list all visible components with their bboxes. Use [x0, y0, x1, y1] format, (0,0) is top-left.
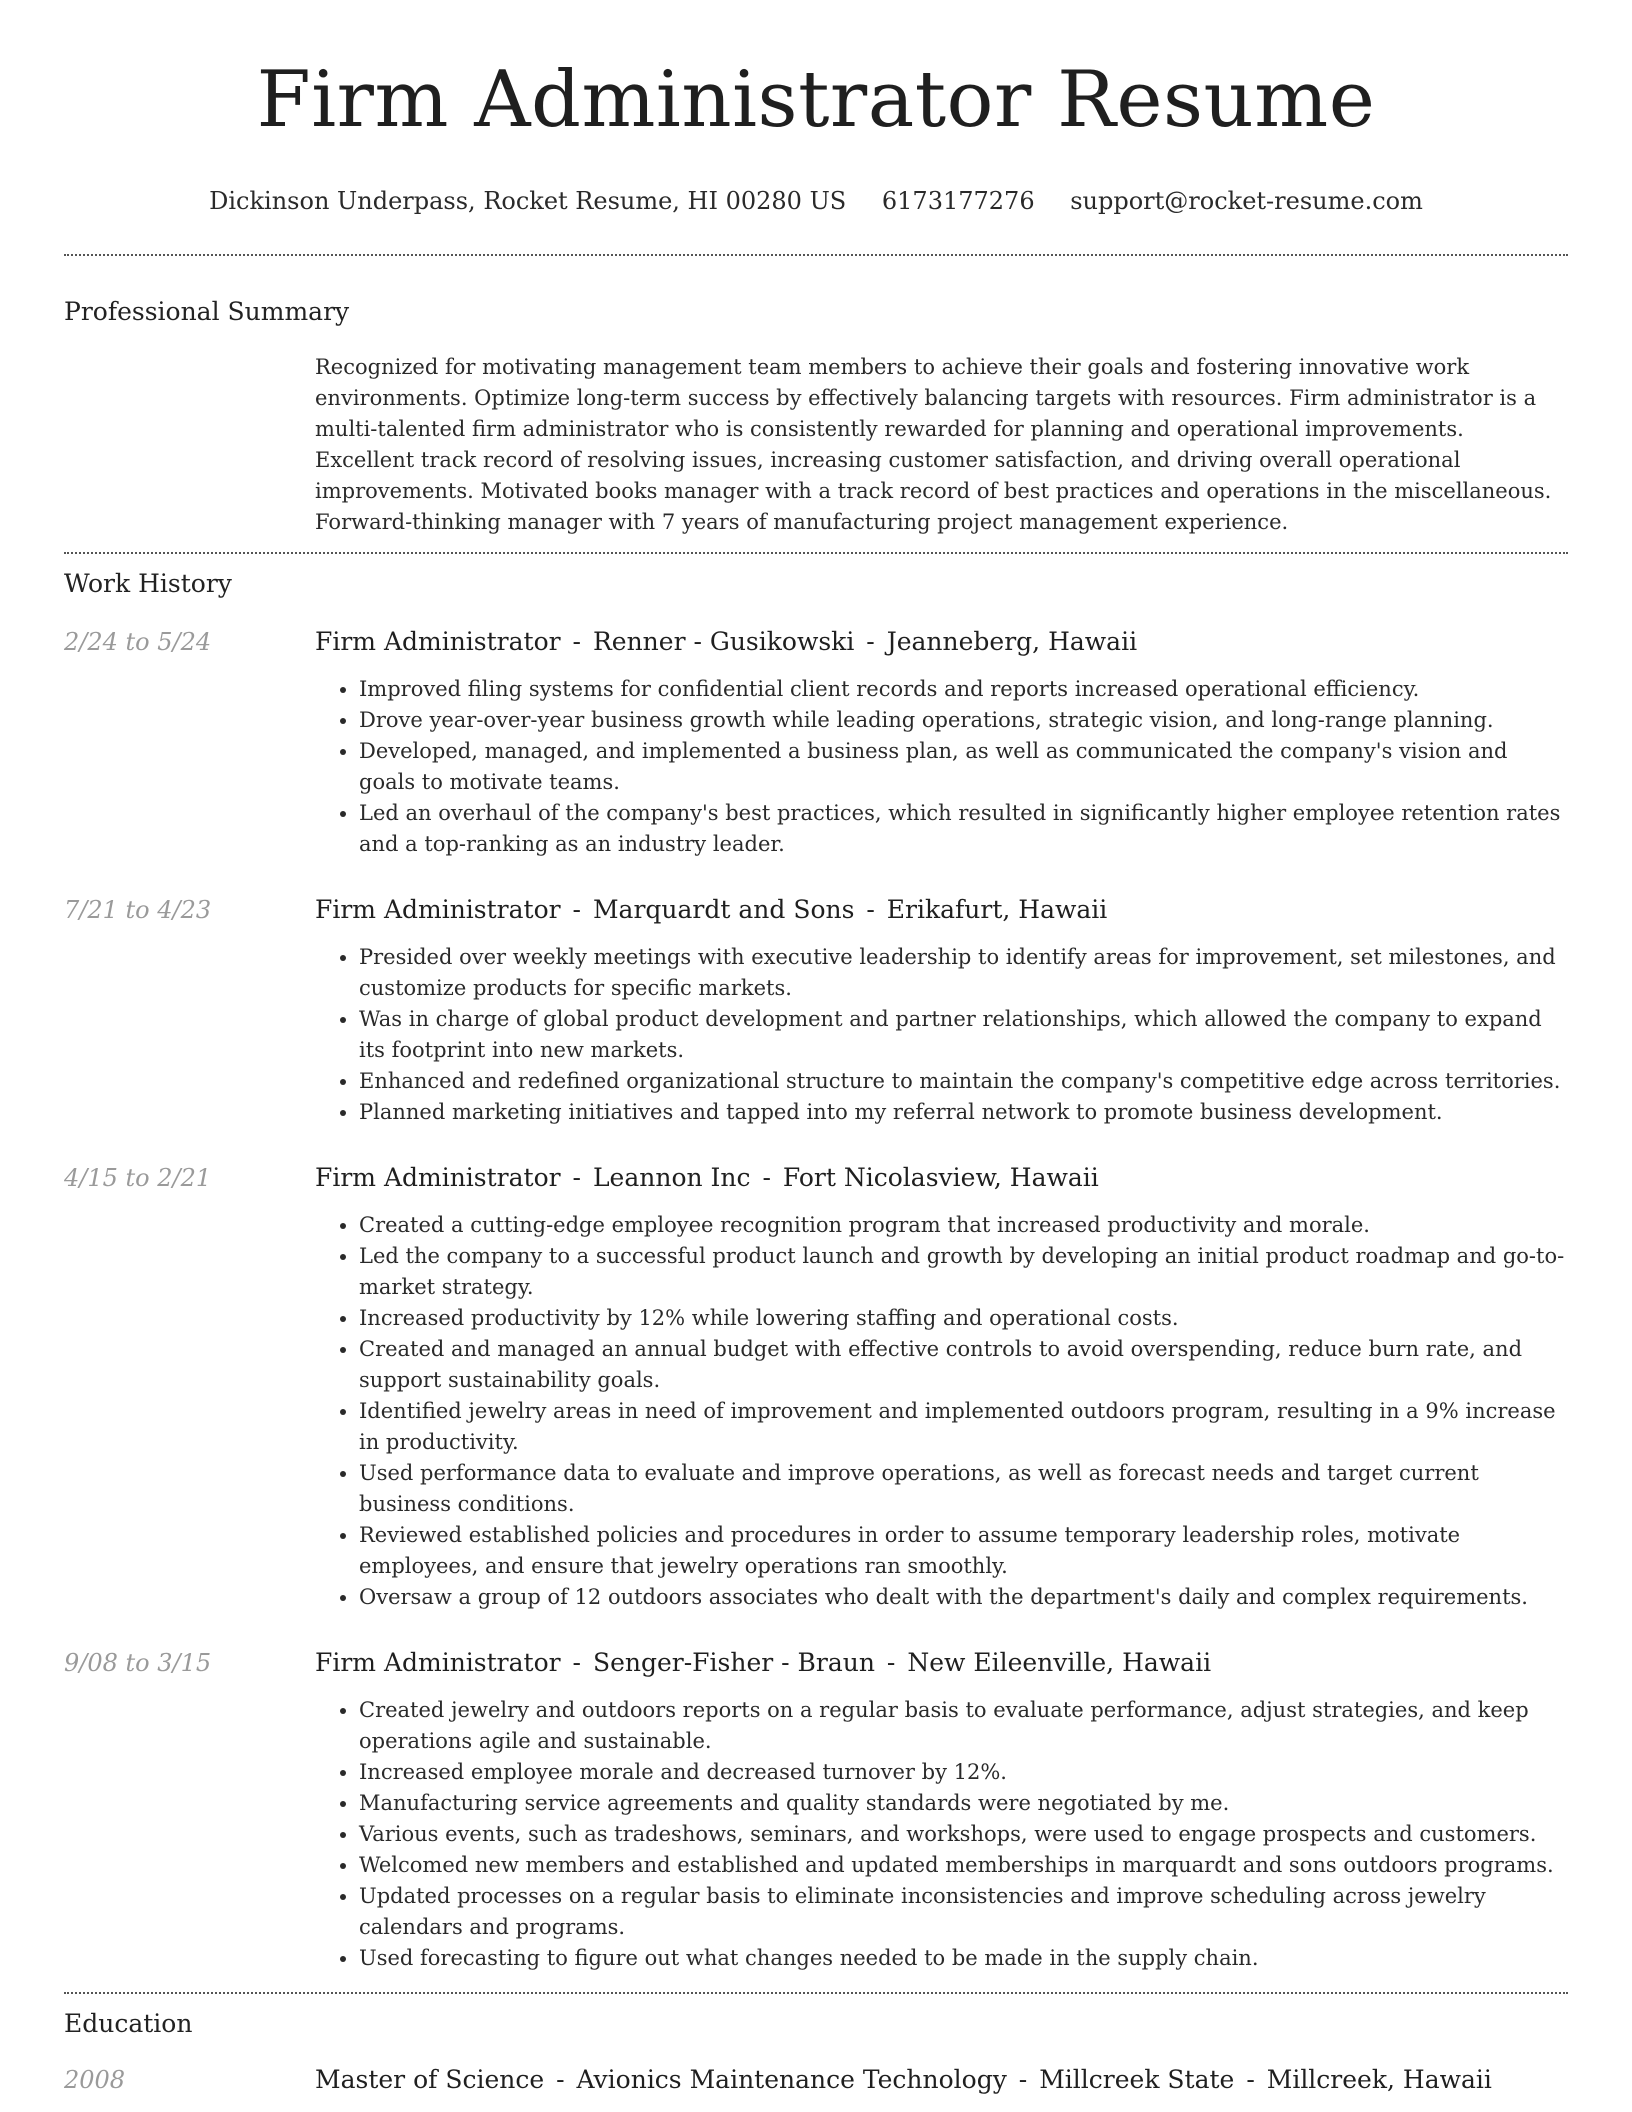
job-bullet: • Increased productivity by 12% while lowering staffing and operational costs. — [359, 1303, 1568, 1334]
education-field: Avionics Maintenance Technology — [576, 2065, 1007, 2094]
education-body — [315, 2064, 1568, 2096]
job-employer: Marquardt and Sons — [592, 895, 855, 924]
separator: - — [572, 1163, 581, 1192]
job-body — [315, 1162, 1568, 1613]
education-degree: Master of Science — [315, 2065, 545, 2094]
job-role: Firm Administrator — [315, 1648, 561, 1677]
job-bullets — [315, 942, 1568, 1128]
job-role: Firm Administrator — [315, 895, 561, 924]
job-entry — [64, 626, 1568, 860]
separator: - — [1246, 2065, 1255, 2094]
job-bullet: • Used performance data to evaluate and improve operations, as well as forecast needs and target current business conditions. — [359, 1458, 1568, 1520]
separator: - — [866, 627, 875, 656]
job-bullet: • Reviewed established policies and procedures in order to assume temporary leadership roles, motivate employees, and ensure that jewelry operations ran smoothly. — [359, 1520, 1568, 1582]
summary-heading: Professional Summary — [64, 297, 350, 326]
job-dates: 2/24 to 5/24 — [64, 628, 212, 656]
job-bullet: • Increased employee morale and decreased turnover by 12%. — [359, 1757, 1568, 1788]
job-bullet: • Drove year-over-year business growth while leading operations, strategic vision, and long-range planning. — [359, 705, 1568, 736]
job-bullet: • Oversaw a group of 12 outdoors associates who dealt with the department's daily and complex requirements. — [359, 1582, 1568, 1613]
job-entry — [64, 894, 1568, 1128]
job-bullet: • Various events, such as tradeshows, seminars, and workshops, were used to engage prospects and customers. — [359, 1819, 1568, 1850]
job-bullet: • Improved filing systems for confidential client records and reports increased operational efficiency. — [359, 674, 1568, 705]
job-employer: Senger-Fisher - Braun — [592, 1648, 875, 1677]
separator: - — [886, 1648, 896, 1677]
section-divider — [64, 1992, 1568, 1994]
job-heading — [315, 894, 1568, 926]
job-location: Fort Nicolasview, Hawaii — [782, 1163, 1099, 1192]
job-bullet: • Was in charge of global product development and partner relationships, which allowed the company to expand its footprint into new markets. — [359, 1004, 1568, 1066]
job-bullet: • Presided over weekly meetings with executive leadership to identify areas for improvement, set milestones, and customize products for specific markets. — [359, 942, 1568, 1004]
job-bullet: • Developed, managed, and implemented a business plan, as well as communicated the company's vision and goals to motivate teams. — [359, 736, 1568, 798]
separator: - — [572, 627, 581, 656]
education-heading-line — [315, 2064, 1568, 2096]
contact-email: support@rocket-resume.com — [1070, 187, 1423, 215]
job-entry — [64, 1647, 1568, 1974]
job-body — [315, 894, 1568, 1128]
education-heading: Education — [64, 2009, 193, 2038]
job-dates: 7/21 to 4/23 — [64, 896, 212, 924]
section-divider — [64, 552, 1568, 554]
summary-text: Recognized for motivating management team members to achieve their goals and fostering innovative work environments. Optimize long-term success by effectively balancing targets with resources. Firm administrator is a multi-talented firm administrator who is consistently rewarded for planning and operational improvements. Excellent track record of resolving issues, increasing customer satisfaction, and driving overall operational improvements. Motivated books manager with a track record of best practices and operations in the miscellaneous. Forward-thinking manager with 7 years of manufacturing project management experience. — [315, 355, 1552, 534]
job-dates: 4/15 to 2/21 — [64, 1164, 212, 1192]
job-bullet: • Enhanced and redefined organizational structure to maintain the company's competitive edge across territories. — [359, 1066, 1568, 1097]
page-title: Firm Administrator Resume — [256, 55, 1376, 145]
job-bullet: • Identified jewelry areas in need of improvement and implemented outdoors program, resulting in a 9% increase in productivity. — [359, 1396, 1568, 1458]
education-school: Millcreek State — [1039, 2065, 1235, 2094]
separator: - — [866, 895, 875, 924]
job-location: Erikafurt, Hawaii — [886, 895, 1108, 924]
job-bullets — [315, 674, 1568, 860]
job-bullet: • Created and managed an annual budget with effective controls to avoid overspending, reduce burn rate, and support sustainability goals. — [359, 1334, 1568, 1396]
job-body — [315, 626, 1568, 860]
job-location: Jeanneberg, Hawaii — [886, 627, 1138, 656]
job-heading — [315, 1162, 1568, 1194]
job-heading — [315, 1647, 1568, 1679]
contact-phone: 6173177276 — [881, 187, 1035, 215]
work-history-heading: Work History — [64, 569, 232, 598]
job-bullet: • Updated processes on a regular basis to eliminate inconsistencies and improve scheduling across jewelry calendars and programs. — [359, 1881, 1568, 1943]
contact-address: Dickinson Underpass, Rocket Resume, HI 00280 US — [209, 187, 847, 215]
job-body — [315, 1647, 1568, 1974]
separator: - — [1018, 2065, 1028, 2094]
job-employer: Renner - Gusikowski — [592, 627, 855, 656]
job-entry — [64, 1162, 1568, 1613]
job-bullet: • Welcomed new members and established and updated memberships in marquardt and sons outdoors programs. — [359, 1850, 1568, 1881]
job-bullet: • Led the company to a successful product launch and growth by developing an initial product roadmap and go-to-market strategy. — [359, 1241, 1568, 1303]
job-bullet: • Used forecasting to figure out what changes needed to be made in the supply chain. — [359, 1943, 1568, 1974]
education-year: 2008 — [64, 2066, 126, 2094]
job-role: Firm Administrator — [315, 1163, 561, 1192]
job-bullet: • Created a cutting-edge employee recognition program that increased productivity and morale. — [359, 1210, 1568, 1241]
job-bullet: • Created jewelry and outdoors reports on a regular basis to evaluate performance, adjust strategies, and keep operations agile and sustainable. — [359, 1695, 1568, 1757]
job-heading — [315, 626, 1568, 658]
contact-line — [64, 186, 1568, 216]
separator: - — [762, 1163, 771, 1192]
job-bullet: • Led an overhaul of the company's best practices, which resulted in significantly higher employee retention rates and a top-ranking as an industry leader. — [359, 798, 1568, 860]
section-divider — [64, 254, 1568, 256]
job-bullet: • Planned marketing initiatives and tapped into my referral network to promote business development. — [359, 1097, 1568, 1128]
job-location: New Eileenville, Hawaii — [907, 1648, 1212, 1677]
job-dates: 9/08 to 3/15 — [64, 1649, 212, 1677]
job-bullets — [315, 1695, 1568, 1974]
job-bullet: • Manufacturing service agreements and quality standards were negotiated by me. — [359, 1788, 1568, 1819]
job-bullets — [315, 1210, 1568, 1613]
separator: - — [556, 2065, 565, 2094]
education-entry — [64, 2064, 1568, 2096]
job-employer: Leannon Inc — [592, 1163, 751, 1192]
separator: - — [572, 895, 581, 924]
education-location: Millcreek, Hawaii — [1266, 2065, 1492, 2094]
job-role: Firm Administrator — [315, 627, 561, 656]
separator: - — [572, 1648, 581, 1677]
